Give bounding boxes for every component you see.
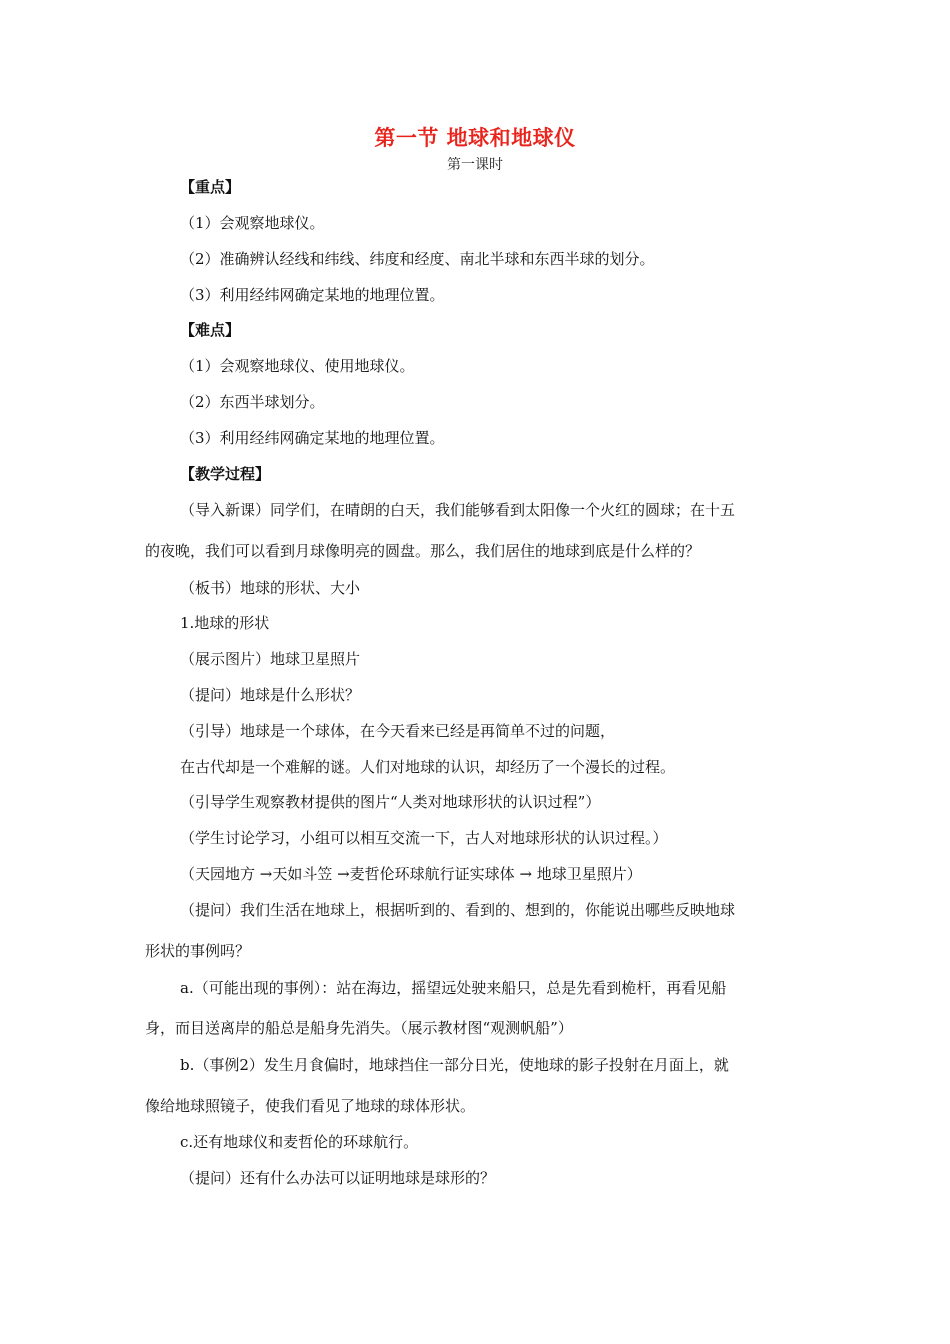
text-line: （2）东西半球划分。 bbox=[180, 393, 325, 411]
page-subtitle: 第一课时 bbox=[447, 157, 503, 173]
text-line: （导入新课）同学们，在晴朗的白天，我们能够看到太阳像一个火红的圆球；在十五 bbox=[180, 501, 736, 519]
text-line: 在古代却是一个难解的谜。人们对地球的认识，却经历了一个漫长的过程。 bbox=[180, 758, 676, 776]
text-line: （引导）地球是一个球体，在今天看来已经是再简单不过的问题， bbox=[180, 722, 616, 740]
page-title: 第一节 地球和地球仪 bbox=[374, 126, 576, 150]
section-heading-key-points: 【重点】 bbox=[180, 178, 241, 196]
text-line: （板书）地球的形状、大小 bbox=[180, 579, 361, 597]
text-line: （提问）还有什么办法可以证明地球是球形的？ bbox=[180, 1169, 496, 1187]
text-line: c.还有地球仪和麦哲伦的环球航行。 bbox=[180, 1133, 419, 1151]
text-line: （提问）地球是什么形状？ bbox=[180, 686, 361, 704]
text-line: （学生讨论学习，小组可以相互交流一下，古人对地球形状的认识过程。） bbox=[180, 829, 668, 847]
text-line: 1.地球的形状 bbox=[180, 614, 270, 632]
section-heading-teaching-process: 【教学过程】 bbox=[180, 465, 271, 483]
text-line: （天园地方 →天如斗笠 →麦哲伦环球航行证实球体 → 地球卫星照片） bbox=[180, 865, 642, 883]
text-line: （引导学生观察教材提供的图片“人类对地球形状的认识过程”） bbox=[180, 793, 601, 811]
text-line: （3）利用经纬网确定某地的地理位置。 bbox=[180, 429, 445, 447]
text-line: 的夜晚，我们可以看到月球像明亮的圆盘。那么，我们居住的地球到底是什么样的？ bbox=[145, 542, 701, 560]
text-line: （1）会观察地球仪。 bbox=[180, 214, 325, 232]
text-line: 像给地球照镜子，使我们看见了地球的球体形状。 bbox=[145, 1097, 476, 1115]
text-line: （展示图片）地球卫星照片 bbox=[180, 650, 361, 668]
text-line: （3）利用经纬网确定某地的地理位置。 bbox=[180, 286, 445, 304]
text-line: a.（可能出现的事例）：站在海边，摇望远处驶来船只，总是先看到桅杆，再看见船 bbox=[180, 979, 727, 997]
text-line: b.（事例2）发生月食偏时，地球挡住一部分日光，使地球的影子投射在月面上，就 bbox=[180, 1056, 729, 1074]
text-line: 形状的事例吗？ bbox=[145, 942, 251, 960]
text-line: （2）准确辨认经线和纬线、纬度和经度、南北半球和东西半球的划分。 bbox=[180, 250, 655, 268]
text-line: （提问）我们生活在地球上，根据听到的、看到的、想到的，你能说出哪些反映地球 bbox=[180, 901, 736, 919]
text-line: （1）会观察地球仪、使用地球仪。 bbox=[180, 357, 415, 375]
text-line: 身，而目送离岸的船总是船身先消失。（展示教材图“观测帆船”） bbox=[145, 1019, 573, 1037]
section-heading-difficulties: 【难点】 bbox=[180, 321, 241, 339]
